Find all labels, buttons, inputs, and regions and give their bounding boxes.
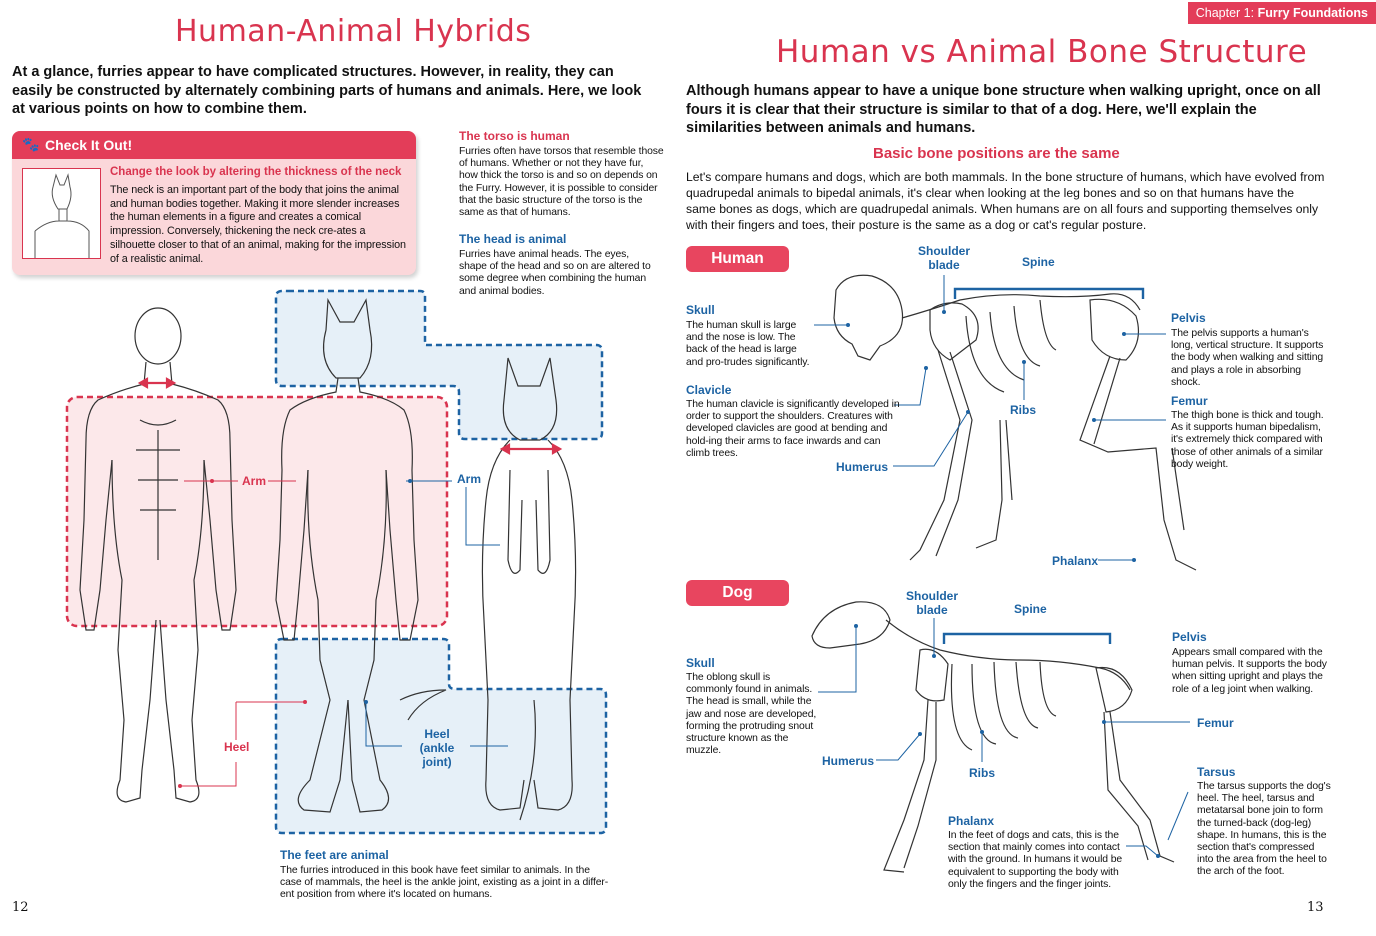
feet-body: The furries introduced in this book have feet similar to animals. In the case of mammals, the heel is the ankle joint, existing as a joint in a differ-ent position from where it's located on humans. [280,865,609,901]
human-pill: Human [686,246,789,272]
check-box-subtitle: Change the look by altering the thickness of the neck [110,166,402,178]
dog-leader-lines [818,618,1190,856]
check-box-body: The neck is an important part of the body that joins the animal and human bodies together. Making it more slender increases the human elements in a figure and creates a comical impression. Conversely, thickening the neck cre-ates a silhouette closer to that of an animal, making for the impression of a realistic animal. [110,184,406,265]
dog-phalanx-title: Phalanx [948,814,995,828]
torso-body: Furries often have torsos that resemble those of humans. Whether or not they have fur, how thick the torso is and so on depends on the Furry. However, it is possible to consider that the basic structure of the torso is the same as that of humans. [459,146,664,219]
check-box-header-label: Check It Out! [45,137,133,153]
right-page-number: 13 [1307,900,1324,915]
heel-label-ankle: Heel (ankle joint) [419,727,455,769]
right-page-title: Human vs Animal Bone Structure [776,34,1308,70]
human-pelvis-title: Pelvis [1171,311,1206,325]
dog-shoulder-blade-label: Shoulder blade [905,589,958,617]
human-spine-label: Spine [1022,255,1055,269]
head-title: The head is animal [459,232,567,246]
human-skull-title: Skull [686,303,715,317]
human-skull-body: The human skull is large and the nose is low. The back of the head is large and pro-trudes significantly. [686,320,810,368]
human-femur-body: The thigh bone is thick and tough. As it supports human bipedalism, it's extremely thick compared with those of other animals of a similar body weight. [1171,410,1324,470]
left-page-title: Human-Animal Hybrids [175,14,532,49]
human-pelvis-body: The pelvis supports a human's long, vertical structure. It supports the body when walking and sitting and plays a role in absorbing shock. [1171,328,1324,388]
heel-label-human: Heel [224,740,250,754]
dog-femur-label: Femur [1197,716,1234,730]
dog-pelvis-title: Pelvis [1172,630,1207,644]
chapter-name: Furry Foundations [1257,6,1368,20]
human-humerus-label: Humerus [836,460,889,474]
human-clavicle-body: The human clavicle is significantly developed in order to support the shoulders. Creatures with developed clavicles are good at bending and hold-ing their arms to face inwards and can climb trees. [686,399,900,459]
dog-ribs-label: Ribs [969,766,996,780]
section-title: Basic bone positions are the same [873,145,1120,162]
dog-spine-label: Spine [1014,602,1047,616]
dog-tarsus-body: The tarsus supports the dog's heel. The heel, tarsus and metatarsal bone join to form the turned-back (dog-leg) shape. In humans, this is the section that's compressed into the area from the heel to the arch of the foot. [1197,781,1331,878]
left-page-number: 12 [12,900,29,915]
dog-phalanx-body: In the feet of dogs and cats, this is the section that mainly comes into contact with the ground. In humans it would be equivalent to supporting the body with only the fingers and the finger joints. [948,830,1123,890]
arm-label-dog: Arm [457,472,482,486]
dog-skull-title: Skull [686,656,715,670]
dog-humerus-label: Humerus [822,754,875,768]
dog-skull-body: The oblong skull is commonly found in animals. The head is small, while the jaw and nose are developed, forming the protruding snout structure known as the muzzle. [686,672,817,757]
arm-label-human: Arm [242,474,267,488]
chapter-prefix: Chapter 1: [1195,6,1255,20]
head-body: Furries have animal heads. The eyes, shape of the head and so on are altered to some degree when combining the human and animal bodies. [459,249,651,297]
human-clavicle-title: Clavicle [686,383,732,397]
dog-tarsus-title: Tarsus [1197,765,1236,779]
human-phalanx-label: Phalanx [1052,554,1099,568]
feet-title: The feet are animal [280,848,389,862]
dog-pelvis-body: Appears small compared with the human pelvis. It supports the body when sitting upright and plays the role of a leg joint when walking. [1172,647,1327,695]
human-femur-title: Femur [1171,394,1208,408]
dog-pill: Dog [686,580,789,606]
right-intro: Although humans appear to have a unique bone structure when walking upright, once on all fours it is clear that their structure is similar to that of a dog. Here, we'll explain the similarities between animals and humans. [686,83,1321,136]
left-intro: At a glance, furries appear to have complicated structures. However, in reality, they can easily be constructed by alternately combining parts of humans and animals. Here, we look at various points on how to combine them. [12,64,642,117]
torso-title: The torso is human [459,129,570,143]
human-ribs-label: Ribs [1010,403,1037,417]
section-body: Let's compare humans and dogs, which are both mammals. In the bone structure of humans, which have evolved from quadrupedal animals to bipedal animals, it's clear when looking at the leg bones and so on that humans have the same bones as dogs, which are quadrupedal animals. When humans are on all fours and supporting themselves only with their fingers and toes, their posture is the same as a dog or cat's regular posture. [686,170,1325,232]
paw-icon: 🐾 [22,136,40,152]
human-shoulder-blade-label: Shoulder blade [917,244,970,272]
dog-spine-bracket [944,634,1110,644]
